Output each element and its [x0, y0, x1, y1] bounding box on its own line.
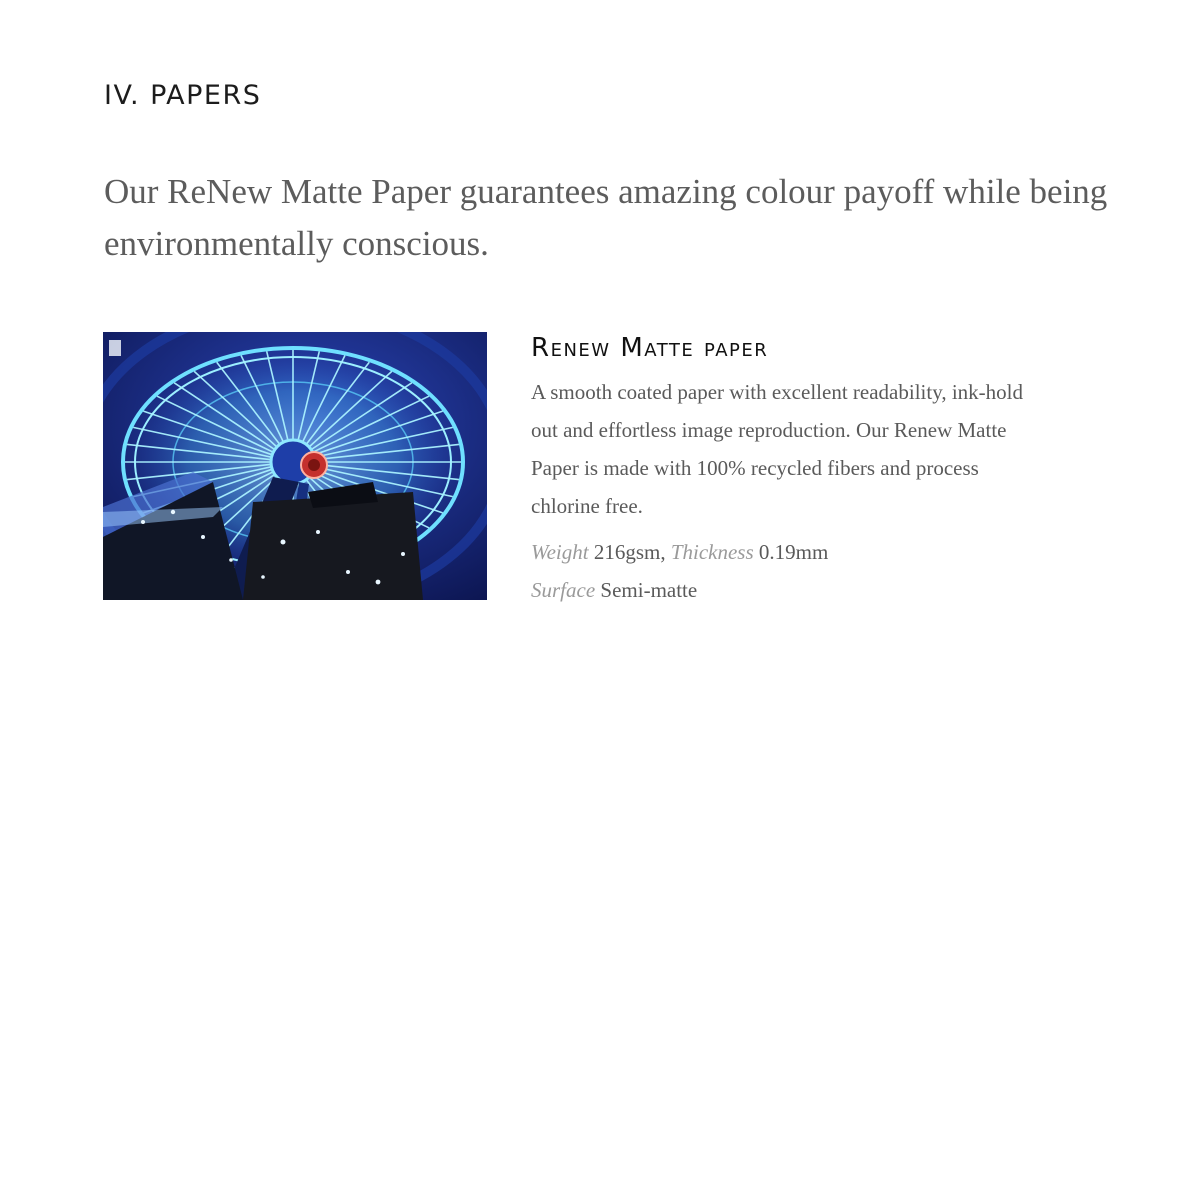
- spec-line-weight-thickness: [531, 533, 1091, 571]
- surface-value: Semi-matte: [600, 578, 698, 602]
- ferris-wheel-illustration: [103, 332, 487, 600]
- product-info: [531, 333, 1091, 609]
- ferris-wheel-photo: [103, 332, 487, 600]
- weight-label: Weight: [531, 540, 589, 564]
- thickness-label: Thickness: [670, 540, 754, 564]
- product-title: Renew Matte paper: [531, 333, 769, 363]
- spec-line-surface: [531, 571, 1091, 609]
- thickness-value: 0.19mm: [758, 540, 829, 564]
- section-heading: IV. PAPERS: [104, 80, 262, 111]
- product-specs: [531, 533, 1091, 609]
- product-description: A smooth coated paper with excellent readability, ink-hold out and effortless image reproduction. Our Renew Matte Paper is made with 100% recycled fibers and process chlorine free.: [531, 380, 1023, 518]
- intro-paragraph: Our ReNew Matte Paper guarantees amazing colour payoff while being environmentally conscious.: [104, 172, 1108, 263]
- surface-label: Surface: [531, 578, 596, 602]
- weight-value: 216gsm,: [593, 540, 666, 564]
